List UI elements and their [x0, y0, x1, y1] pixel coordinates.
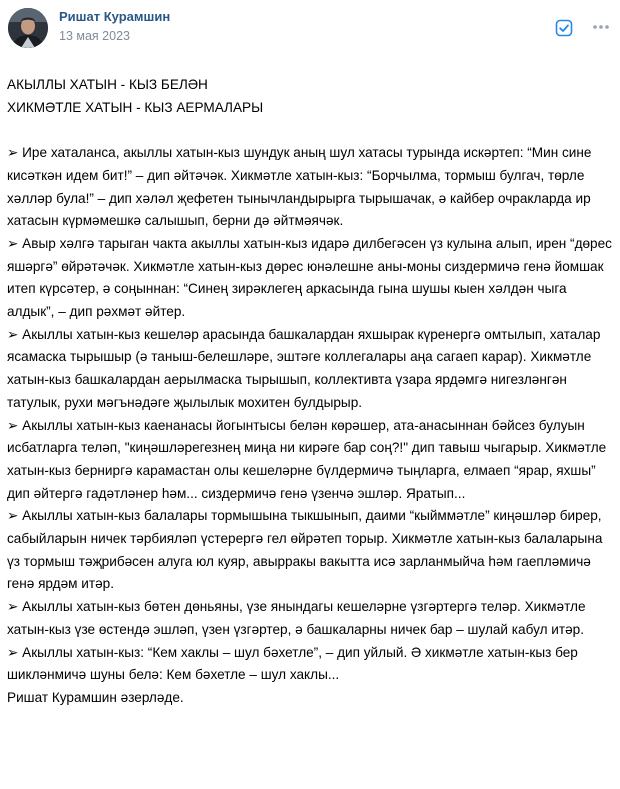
avatar-image: [8, 8, 48, 48]
more-options-icon: [591, 17, 611, 37]
post-title-line: АКЫЛЛЫ ХАТЫН - КЫЗ БЕЛӘН: [7, 77, 208, 92]
author-name[interactable]: Ришат Курамшин: [59, 9, 171, 24]
post-paragraph: ➢ Авыр хәлгә тарыган чакта акыллы хатын-кыз идарә дилбегәсен үз кулына алып, ирен “дөрес яшәргә” өйрәтәчәк. Хикмәтле хатын-кыз дөрес юнәлешне аны-моны сиздермичә генә йомшак итеп күрсәтер, ә соңыннан: “Синең зирәклегең аркасында гына шушы кыен хәлдән чыга алдык”, – дип рәхмәт әйтер.: [7, 235, 612, 320]
select-post-button[interactable]: [553, 17, 575, 39]
more-options-button[interactable]: [588, 14, 614, 40]
post-title-line: ХИКМӘТЛЕ ХАТЫН - КЫЗ АЕРМАЛАРЫ: [7, 99, 264, 115]
post-date[interactable]: 13 мая 2023: [59, 29, 130, 43]
post-paragraph: ➢ Акыллы хатын-кыз кешеләр арасында башкалардан яхшырак күренергә омтылып, хаталар ясамаска тырышыр (ә таныш-белешләре, эштәге коллегалары аңа сагаеп карар). Хикмәтле хатын-кыз башкалардан аерылмаска тырышып, коллективта үзара ярдәмгә нигезләнгән татулык, рухи мәгънәдәге җылылык мохитен булдырыр.: [7, 326, 601, 410]
post-paragraph: ➢ Ире хаталанса, акыллы хатын-кыз шундук аның шул хатасы турында искәртеп: “Мин сине кисәткән идем бит!” – дип әйтәчәк. Хикмәтле хатын-кыз: “Борчылма, тормыш булгач, төрле хәлләр була!” – дип хәләл җефетен тынычландырырга тырышачак, ә кайбер очракларда ир хатасын күрмәмешкә салышып, берни дә әйтмәячәк.: [7, 145, 592, 229]
post-header: [0, 0, 620, 60]
post-text: [7, 74, 613, 710]
author-avatar[interactable]: [8, 8, 48, 48]
post-paragraph: ➢ Акыллы хатын-кыз: “Кем хаклы – шул бәхетле”, – дип уйлый. Ә хикмәтле хатын-кыз бер шикләнмичә шуны белә: Кем бәхетле – шул хаклы...: [7, 644, 578, 683]
post-title: [7, 74, 613, 119]
post-paragraph: ➢ Акыллы хатын-кыз балалары тормышына тыкшынып, даими “кыйммәтле” киңәшләр бирер, сабыйларын ничек тәрбияләп үстерергә гел өйрәтеп торыр. Хикмәтле хатын-кыз балаларына үз тормыш тәҗрибәсен алуга юл куяр, авырракы вакытта исә зарланмыйча һәм гаепләмичә генә ярдәм итәр.: [7, 508, 603, 592]
checkbox-icon: [555, 19, 573, 37]
post-body: [7, 142, 613, 710]
post-signature: Ришат Курамшин әзерләде.: [7, 689, 184, 705]
post-paragraph: ➢ Акыллы хатын-кыз бөтен дөньяны, үзе янындагы кешеләрне үзгәртергә теләр. Хикмәтле хатын-кыз үзе өстендә эшләп, үзен үзгәртер, ә башкаларны ничек бар – шулай кабул итәр.: [7, 599, 586, 637]
post-paragraph: ➢ Акыллы хатын-кыз каенанасы йогынтысы белән көрәшер, ата-анасыннан бәйсез булуын исбатларга теләп, "киңәшләрегезнең миңа ни кирәге бар соң?!" дип тавыш чыгарыр. Хикмәтле хатын-кыз берниргә карамастан олы кешеләрне бүлдермичә тыңларга, елмаеп “ярар, яхшы” дип әйтергә гадәтләнер һәм... сиздермичә генә үзенчә эшләр. Яратып...: [7, 417, 607, 501]
